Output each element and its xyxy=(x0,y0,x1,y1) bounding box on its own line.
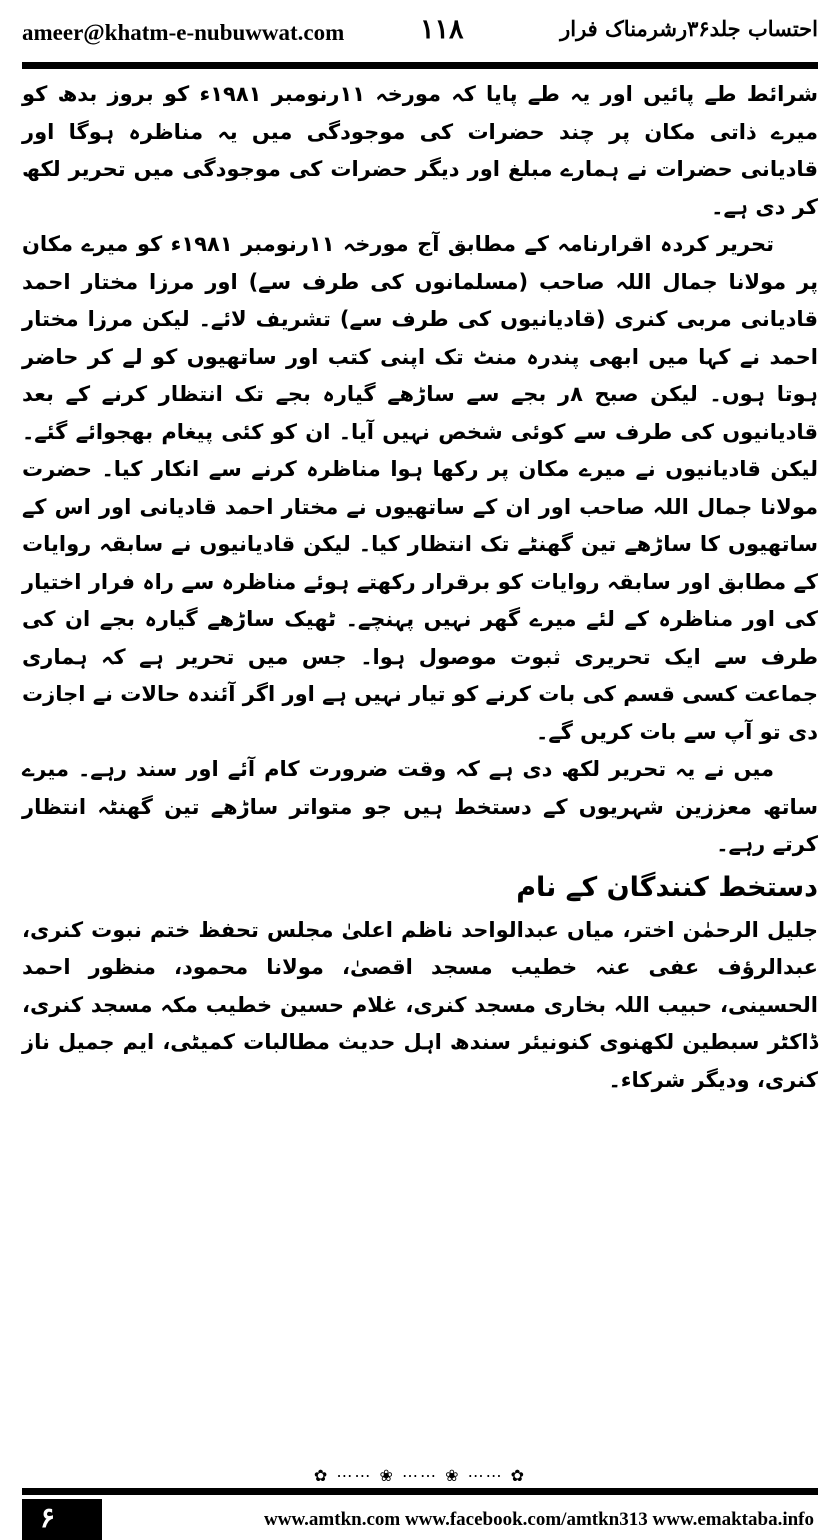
ornament-divider: ✿ ⋯⋯ ❀ ⋯⋯ ❀ ⋯⋯ ✿ xyxy=(313,1466,527,1485)
book-title: احتساب جلد۳۶رشرمناک فرار xyxy=(560,16,818,41)
footer-links-panel xyxy=(102,1499,818,1540)
footer-links: www.amtkn.com www.facebook.com/amtkn313 www.emaktaba.info xyxy=(264,1509,814,1530)
email-address: ameer@khatm-e-nubuwwat.com xyxy=(22,20,345,45)
page-header xyxy=(22,12,818,56)
page-number: ۱۱۸ xyxy=(420,14,464,45)
signatories-list: جلیل الرحمٰن اختر، میاں عبدالواحد ناظم اعلیٰ مجلس تحفظ ختم نبوت کنری، عبدالرؤف عفی عنہ خطیب مسجد اقصیٰ، مولانا محمود، منظور احمد الحسینی، حبیب اللہ بخاری مسجد کنری، غلام حسین خطیب مکہ مسجد کنری، ڈاکٹر سبطین لکھنوی کنونیئر سندھ اہل حدیث مطالبات کمیٹی، ایم جمیل ناز کنری، ودیگر شرکاء۔ xyxy=(22,917,818,1092)
signatories-heading: دستخط کنندگان کے نام xyxy=(516,871,818,903)
paragraph-1: شرائط طے پائیں اور یہ طے پایا کہ مورخہ ۱۱رنومبر ۱۹۸۱ء کو بروز بدھ کو میرے ذاتی مکان پر چند حضرات کی موجودگی میں یہ مناظرہ ہوگا اور قادیانی حضرات نے ہمارے مبلغ اور دیگر حضرات کی موجودگی میں تحریر لکھ کر دی ہے۔ xyxy=(22,82,819,219)
footer-rule xyxy=(22,1488,818,1495)
paragraph-2: تحریر کردہ اقرارنامہ کے مطابق آج مورخہ ۱۱رنومبر ۱۹۸۱ء کو میرے مکان پر مولانا جمال اللہ صاحب (مسلمانوں کی طرف سے) اور مرزا مختار احمد قادیانی مربی کنری (قادیانیوں کی طرف سے) تشریف لائے۔ لیکن مرزا مختار احمد نے کہا میں ابھی پندرہ منٹ تک اپنی کتب اور ساتھیوں کو لے کر حاضر ہوتا ہوں۔ لیکن صبح ۸ر بجے سے ساڑھے گیارہ بجے تک انتظار کرنے کے بعد قادیانیوں کی طرف سے کوئی شخص نہیں آیا۔ ان کو کئی پیغام بھجوائے گئے۔ لیکن قادیانیوں نے میرے مکان پر رکھا ہوا مناظرہ کرنے سے انکار کیا۔ حضرت مولانا جمال اللہ صاحب اور ان کے ساتھیوں نے مختار احمد قادیانی اور اس کے ساتھیوں کا ساڑھے تین گھنٹے تک انتظار کیا۔ لیکن قادیانیوں نے سابقہ روایات کے مطابق اور سابقہ روایات کو برقرار رکھتے ہوئے مناظرہ سے راہ فرار اختیار کی اور مناظرہ کے لئے میرے گھر نہیں پہنچے۔ ٹھیک ساڑھے گیارہ بجے ان کی طرف سے ایک تحریری ثبوت موصول ہوا۔ جس میں تحریر ہے کہ ہماری جماعت کسی قسم کی بات کرنے کو تیار نہیں ہے اور اگر آئندہ حالات نے اجازت دی تو آپ سے بات کریں گے۔ xyxy=(22,232,818,744)
header-rule xyxy=(22,62,818,69)
paragraph-3: میں نے یہ تحریر لکھ دی ہے کہ وقت ضرورت کام آئے اور سند رہے۔ میرے ساتھ معززین شہریوں کے دستخط ہیں جو متواتر ساڑھے تین گھنٹہ انتظار کرتے رہے۔ xyxy=(22,757,818,856)
page-footer xyxy=(22,1499,818,1540)
page-body xyxy=(22,76,818,1099)
footer-page-number: ۶ xyxy=(40,1501,56,1534)
